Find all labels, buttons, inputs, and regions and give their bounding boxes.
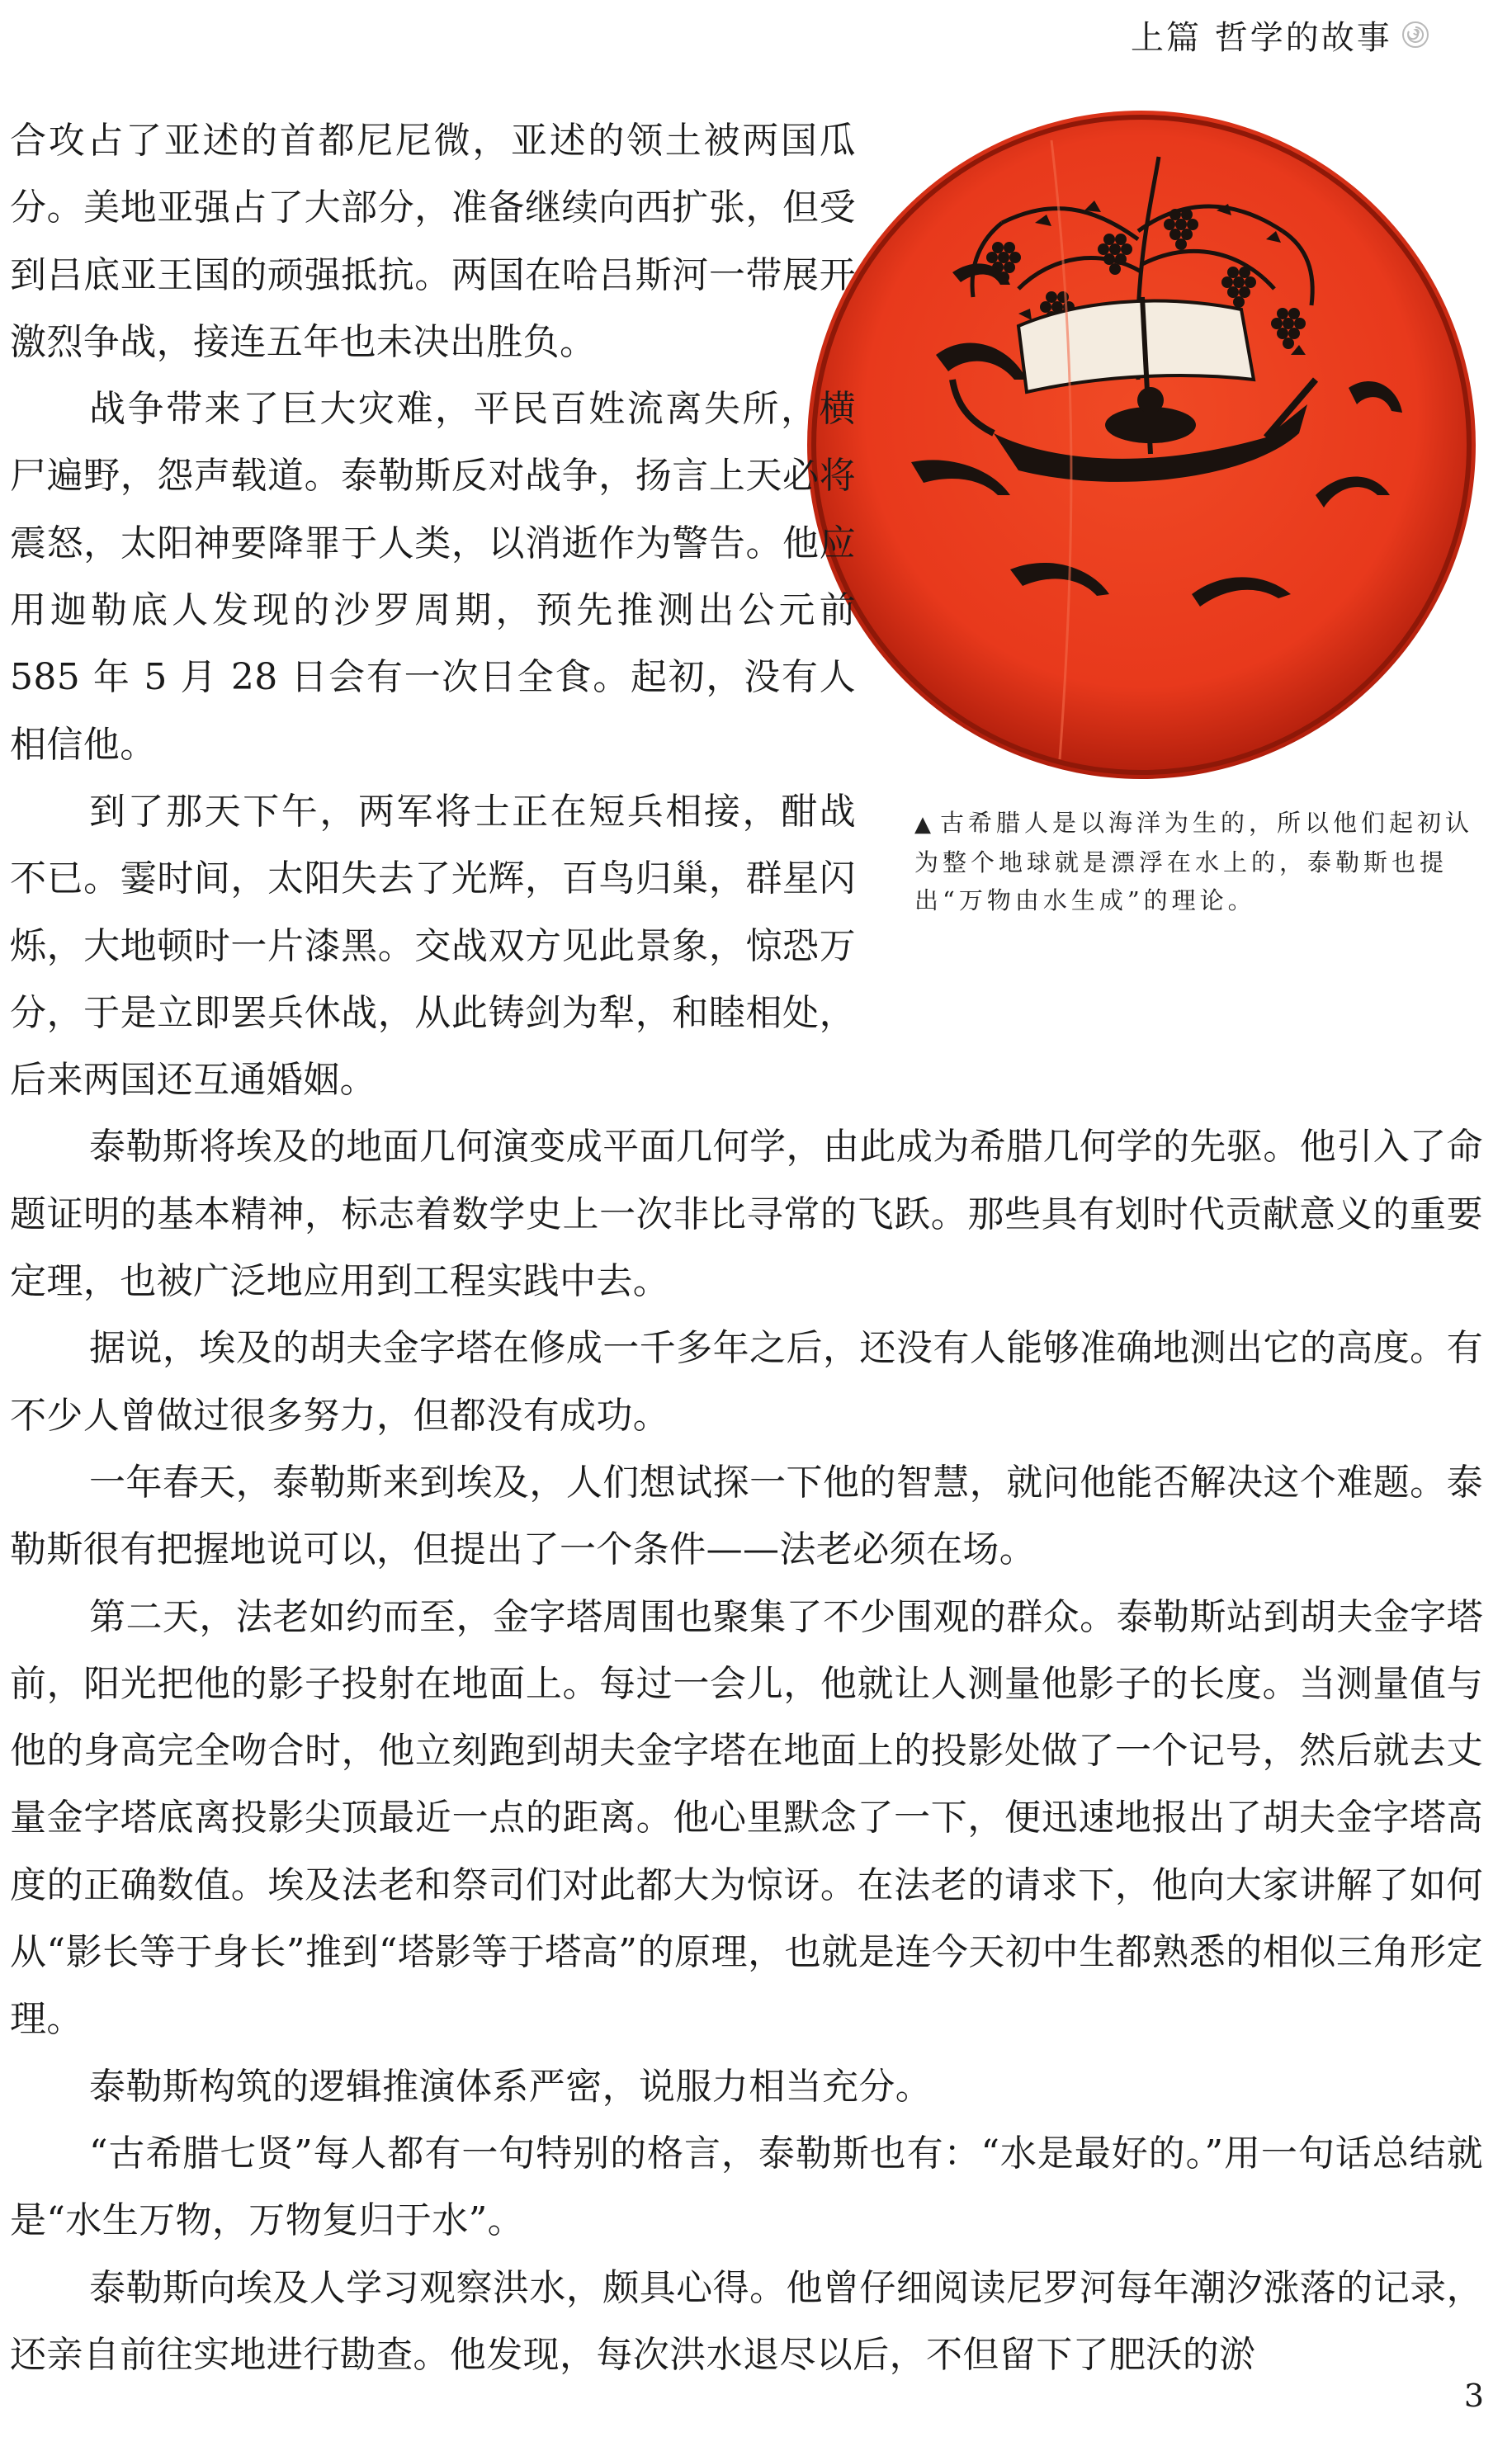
paragraph-10: 泰勒斯向埃及人学习观察洪水，颇具心得。他曾仔细阅读尼罗河每年潮汐涨落的记录，还亲自前往实地进行勘查。他发现，每次洪水退尽以后，不但留下了肥沃的淤	[10, 2266, 1483, 2376]
paragraph-4: 泰勒斯将埃及的地面几何演变成平面几何学，由此成为希腊几何学的先驱。他引入了命题证明的基本精神，标志着数学史上一次非比寻常的飞跃。那些具有划时代贡献意义的重要定理，也被广泛地应用到工程实践中去。	[10, 1126, 1483, 1303]
paragraph-7: 第二天，法老如约而至，金字塔周围也聚集了不少围观的群众。泰勒斯站到胡夫金字塔前，阳光把他的影子投射在地面上。每过一会儿，他就让人测量他影子的长度。当测量值与他的身高完全吻合时，他立刻跑到胡夫金字塔在地面上的投影处做了一个记号，然后就去丈量金字塔底离投影尖顶最近一点的距离。他心里默念了一下，便迅速地报出了胡夫金字塔高度的正确数值。埃及法老和祭司们对此都大为惊讶。在法老的请求下，他向大家讲解了如何从“影长等于身长”推到“塔影等于塔高”的原理，也就是连今天初中生都熟悉的相似三角形定理。	[10, 1595, 1483, 2041]
paragraph-9: “古希腊七贤”每人都有一句特别的格言，泰勒斯也有：“水是最好的。”用一句话总结就是“水生万物，万物复归于水”。	[10, 2132, 1483, 2242]
paragraph-1: 合攻占了亚述的首都尼尼微，亚述的领土被两国瓜分。美地亚强占了大部分，准备继续向西扩张，但受到吕底亚王国的顽强抵抗。两国在哈吕斯河一带展开激烈争战，接连五年也未决出胜负。	[10, 120, 856, 363]
paragraph-6: 一年春天，泰勒斯来到埃及，人们想试探一下他的智慧，就问他能否解决这个难题。泰勒斯很有把握地说可以，但提出了一个条件——法老必须在场。	[10, 1461, 1483, 1571]
header-title: 上篇 哲学的故事	[1131, 18, 1392, 57]
figure-wrap-space	[856, 107, 1483, 982]
paragraph-3: 到了那天下午，两军将士正在短兵相接，酣战不已。霎时间，太阳失去了光辉，百鸟归巢，群星闪烁，大地顿时一片漆黑。交战双方见此景象，惊恐万分，于是立即罢兵休战，从此铸剑为犁，和睦相处，后来两国还互通婚姻。	[10, 790, 856, 1102]
snail-decoration-icon	[1401, 20, 1430, 50]
paragraph-2: 战争带来了巨大灾难，平民百姓流离失所，横尸遍野，怨声载道。泰勒斯反对战争，扬言上天必将震怒，太阳神要降罪于人类，以消逝作为警告。他应用迦勒底人发现的沙罗周期，预先推测出公元前 585 年 5 月 28 日会有一次日全食。起初，没有人相信他。	[10, 388, 856, 766]
paragraph-8: 泰勒斯构筑的逻辑推演体系严密，说服力相当充分。	[89, 2065, 933, 2108]
body-text	[10, 107, 1483, 2388]
running-header	[1131, 10, 1430, 59]
paragraph-5: 据说，埃及的胡夫金字塔在修成一千多年之后，还没有人能够准确地测出它的高度。有不少人曾做过很多努力，但都没有成功。	[10, 1327, 1483, 1437]
caption-marker-icon: ▲	[914, 812, 935, 837]
page-number: 3	[1463, 2378, 1484, 2414]
caption-text: 古希腊人是以海洋为生的，所以他们起初认为整个地球就是漂浮在水上的，泰勒斯也提出“万物由水生成”的理论。	[914, 809, 1474, 914]
